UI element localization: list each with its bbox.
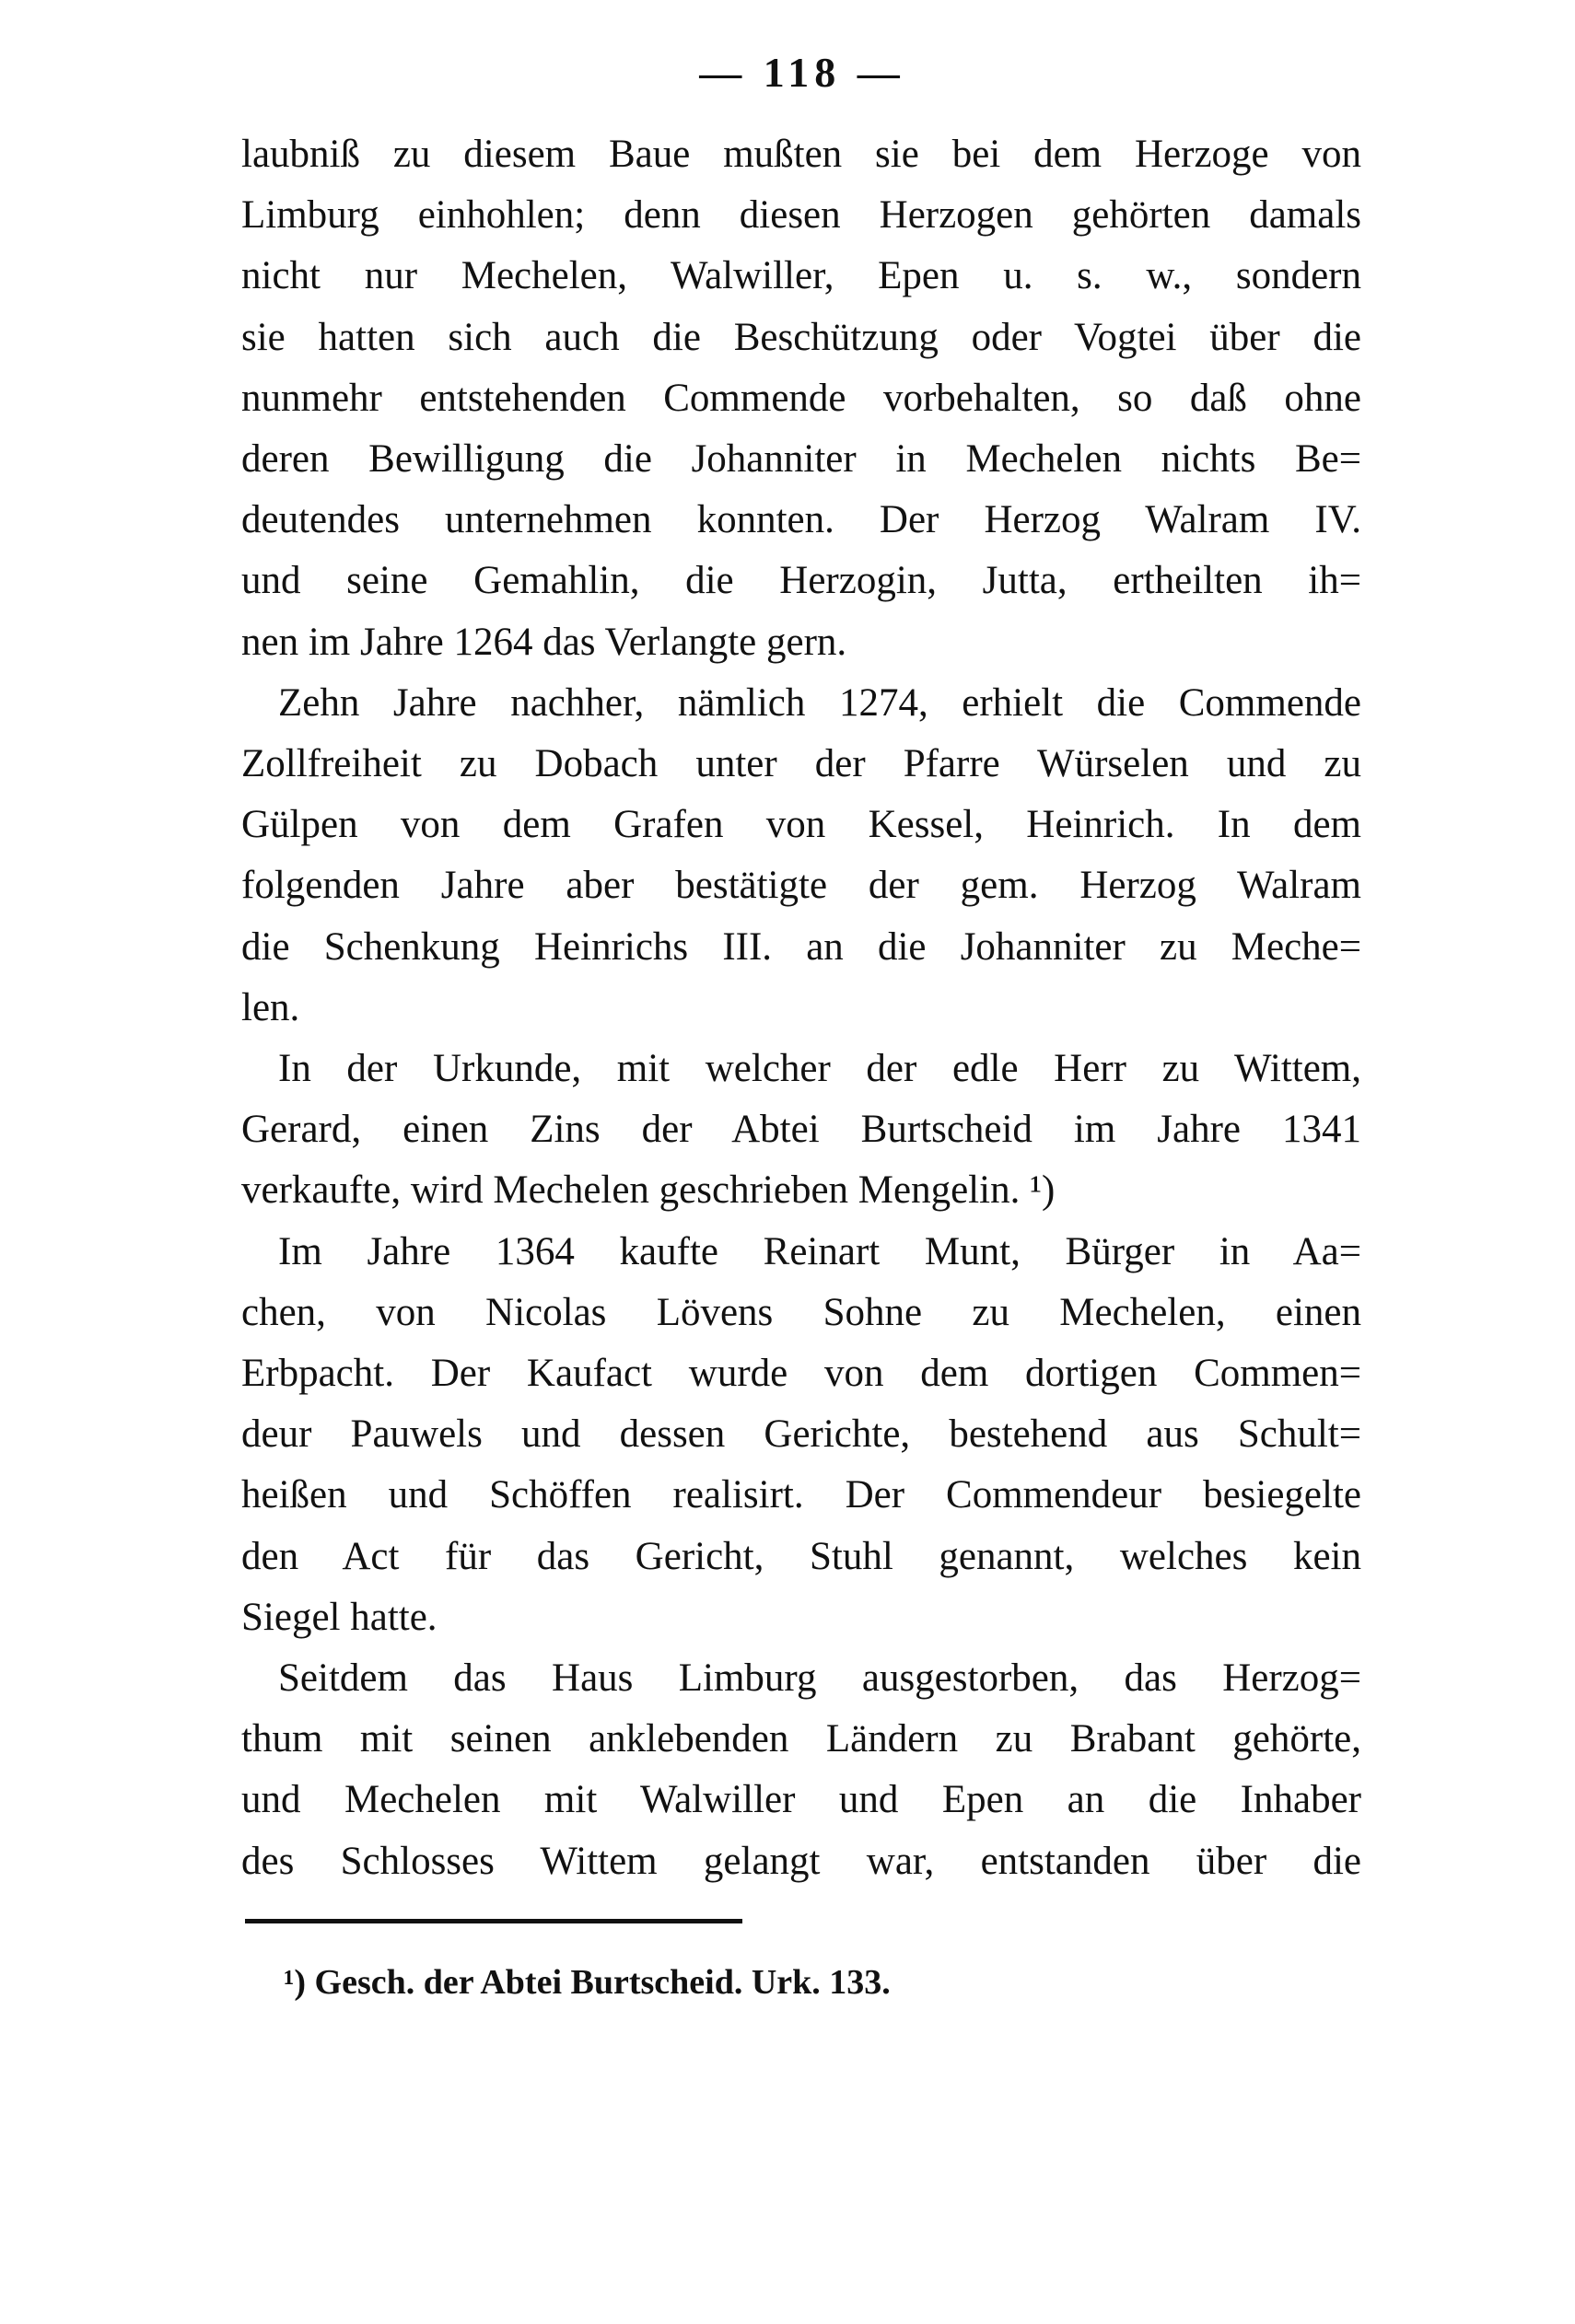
text-line: Zollfreiheit zu Dobach unter der Pfarre Würselen und zu: [241, 742, 1361, 785]
text-line: den Act für das Gericht, Stuhl genannt, welches kein: [241, 1535, 1361, 1578]
footnote: ¹) Gesch. der Abtei Burtscheid. Urk. 133.: [284, 1963, 891, 2002]
page-number: — 118 —: [699, 49, 905, 96]
text-line: nunmehr entstehenden Commende vorbehalten, so daß ohne: [241, 377, 1361, 420]
text-line: Zehn Jahre nachher, nämlich 1274, erhielt die Commende: [278, 681, 1361, 725]
text-line: die Schenkung Heinrichs III. an die Johanniter zu Meche=: [241, 925, 1361, 969]
footnote-divider: [245, 1919, 742, 1923]
text-line: chen, von Nicolas Lövens Sohne zu Mechelen, einen: [241, 1291, 1361, 1334]
text-line: nen im Jahre 1264 das Verlangte gern.: [241, 621, 847, 664]
text-line: sie hatten sich auch die Beschützung oder Vogtei über die: [241, 316, 1361, 359]
text-line: Limburg einhohlen; denn diesen Herzogen gehörten damals: [241, 193, 1361, 237]
text-line: len.: [241, 986, 300, 1029]
text-line: Erbpacht. Der Kaufact wurde von dem dortigen Commen=: [241, 1352, 1361, 1395]
text-line: folgenden Jahre aber bestätigte der gem. Herzog Walram: [241, 864, 1361, 907]
text-line: und seine Gemahlin, die Herzogin, Jutta, ertheilten ih=: [241, 559, 1361, 602]
text-line: Seitdem das Haus Limburg ausgestorben, das Herzog=: [278, 1656, 1361, 1700]
text-line: Im Jahre 1364 kaufte Reinart Munt, Bürger in Aa=: [278, 1230, 1361, 1273]
text-line: In der Urkunde, mit welcher der edle Herr zu Wittem,: [278, 1047, 1361, 1090]
text-line: Gerard, einen Zins der Abtei Burtscheid im Jahre 1341: [241, 1108, 1361, 1151]
text-line: und Mechelen mit Walwiller und Epen an die Inhaber: [241, 1778, 1361, 1821]
text-line: Siegel hatte.: [241, 1596, 438, 1639]
text-line: deren Bewilligung die Johanniter in Mechelen nichts Be=: [241, 437, 1361, 481]
text-line: deutendes unternehmen konnten. Der Herzog Walram IV.: [241, 498, 1361, 541]
text-line: deur Pauwels und dessen Gerichte, bestehend aus Schult=: [241, 1412, 1361, 1456]
text-line: verkaufte, wird Mechelen geschrieben Mengelin. ¹): [241, 1168, 1056, 1212]
text-line: thum mit seinen anklebenden Ländern zu Brabant gehörte,: [241, 1717, 1361, 1760]
text-line: des Schlosses Wittem gelangt war, entstanden über die: [241, 1840, 1361, 1883]
text-line: nicht nur Mechelen, Walwiller, Epen u. s. w., sondern: [241, 254, 1361, 297]
text-line: heißen und Schöffen realisirt. Der Commendeur besiegelte: [241, 1473, 1361, 1516]
text-line: Gülpen von dem Grafen von Kessel, Heinrich. In dem: [241, 803, 1361, 846]
text-line: laubniß zu diesem Baue mußten sie bei dem Herzoge von: [241, 133, 1361, 176]
